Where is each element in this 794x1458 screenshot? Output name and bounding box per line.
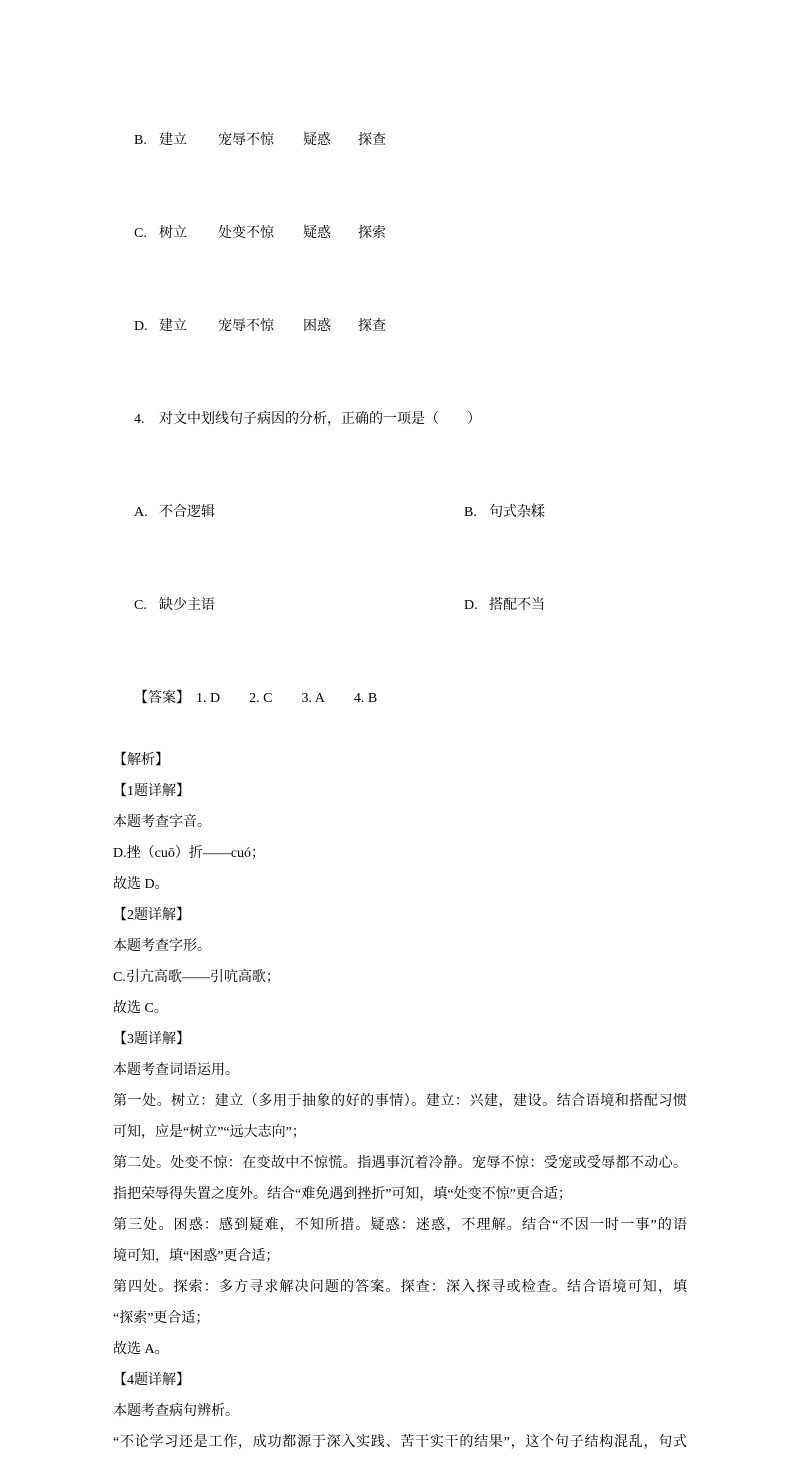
option-text: 不合逻辑 [159, 505, 215, 520]
option-cell [134, 497, 464, 528]
option-letter: C. [134, 226, 147, 241]
option-word: 建立 [159, 319, 187, 334]
option-letter: A. [134, 505, 148, 520]
detail3-line: 故选 A。 [113, 1342, 169, 1357]
option-cell [464, 598, 545, 613]
answer-label: 【答案】 [134, 691, 190, 706]
detail4-heading: 【4题详解】 [113, 1373, 190, 1388]
option-letter: B. [134, 133, 147, 148]
question-text: 对文中划线句子病因的分析，正确的一项是（ ） [159, 412, 481, 427]
option-word: 宠辱不惊 [218, 319, 274, 334]
detail1-line: D.挫（cuō）折——cuó； [113, 846, 266, 861]
detail1-line: 本题考查字音。 [113, 815, 211, 830]
option-letter: D. [134, 319, 148, 334]
option-word: 疑惑 [303, 133, 331, 148]
option-word: 宠辱不惊 [218, 133, 274, 148]
option-letter: C. [134, 598, 147, 613]
answer-item: 4. B [353, 691, 378, 706]
option-text: 句式杂糅 [489, 505, 545, 520]
detail3-line: 第四处。探索：多方寻求解决问题的答案。探查：深入探寻或检查。结合语境可知，填 [113, 1280, 687, 1295]
option-letter: D. [464, 598, 478, 613]
detail3-line: “探索”更合适； [113, 1311, 210, 1326]
detail2-line: 本题考查字形。 [113, 939, 211, 954]
question-number: 4. [134, 412, 145, 427]
q3-option-row-b [113, 94, 687, 187]
option-word: 树立 [159, 226, 187, 241]
detail3-line: 可知，应是“树立”“远大志向”； [113, 1125, 306, 1140]
q4-option-row-2 [113, 559, 687, 652]
q3-option-row-d [113, 280, 687, 373]
detail2-heading: 【2题详解】 [113, 908, 190, 923]
option-cell [464, 505, 545, 520]
answer-line [113, 652, 687, 745]
detail4-line: “不论学习还是工作，成功都源于深入实践、苦干实干的结果”，这个句子结构混乱，句式 [113, 1435, 687, 1450]
detail4-line: 本题考查病句辨析。 [113, 1404, 239, 1419]
answer-item: 2. C [249, 691, 273, 706]
detail3-line: 第三处。困惑：感到疑难，不知所措。疑惑：迷惑，不理解。结合“不因一时一事”的语 [113, 1218, 687, 1233]
answer-item: 3. A [301, 691, 325, 706]
option-letter: B. [464, 505, 477, 520]
option-word: 探索 [358, 226, 386, 241]
detail1-heading: 【1题详解】 [113, 784, 190, 799]
detail1-line: 故选 D。 [113, 877, 169, 892]
detail2-line: C.引亢高歌——引吭高歌； [113, 970, 280, 985]
analysis-heading: 【解析】 [113, 753, 169, 768]
option-word: 处变不惊 [218, 226, 274, 241]
option-word: 困惑 [303, 319, 331, 334]
option-word: 疑惑 [303, 226, 331, 241]
option-text: 缺少主语 [159, 598, 215, 613]
option-word: 探查 [358, 133, 386, 148]
detail2-line: 故选 C。 [113, 1001, 168, 1016]
q4-stem [113, 373, 687, 466]
document-body [113, 94, 687, 1458]
option-word: 探查 [358, 319, 386, 334]
detail3-line: 指把荣辱得失置之度外。结合“难免遇到挫折”可知，填“处变不惊”更合适； [113, 1187, 572, 1202]
option-text: 搭配不当 [489, 598, 545, 613]
detail3-heading: 【3题详解】 [113, 1032, 190, 1047]
answer-item: 1. D [196, 691, 221, 706]
detail3-line: 本题考查词语运用。 [113, 1063, 239, 1078]
option-word: 建立 [159, 133, 187, 148]
detail3-line: 境可知，填“困惑”更合适； [113, 1249, 280, 1264]
option-cell [134, 590, 464, 621]
q3-option-row-c [113, 187, 687, 280]
detail3-line: 第二处。处变不惊：在变故中不惊慌。指遇事沉着冷静。宠辱不惊：受宠或受辱都不动心。 [113, 1156, 687, 1171]
detail3-line: 第一处。树立：建立（多用于抽象的好的事情）。建立：兴建，建设。结合语境和搭配习惯 [113, 1094, 687, 1109]
q4-option-row-1 [113, 466, 687, 559]
